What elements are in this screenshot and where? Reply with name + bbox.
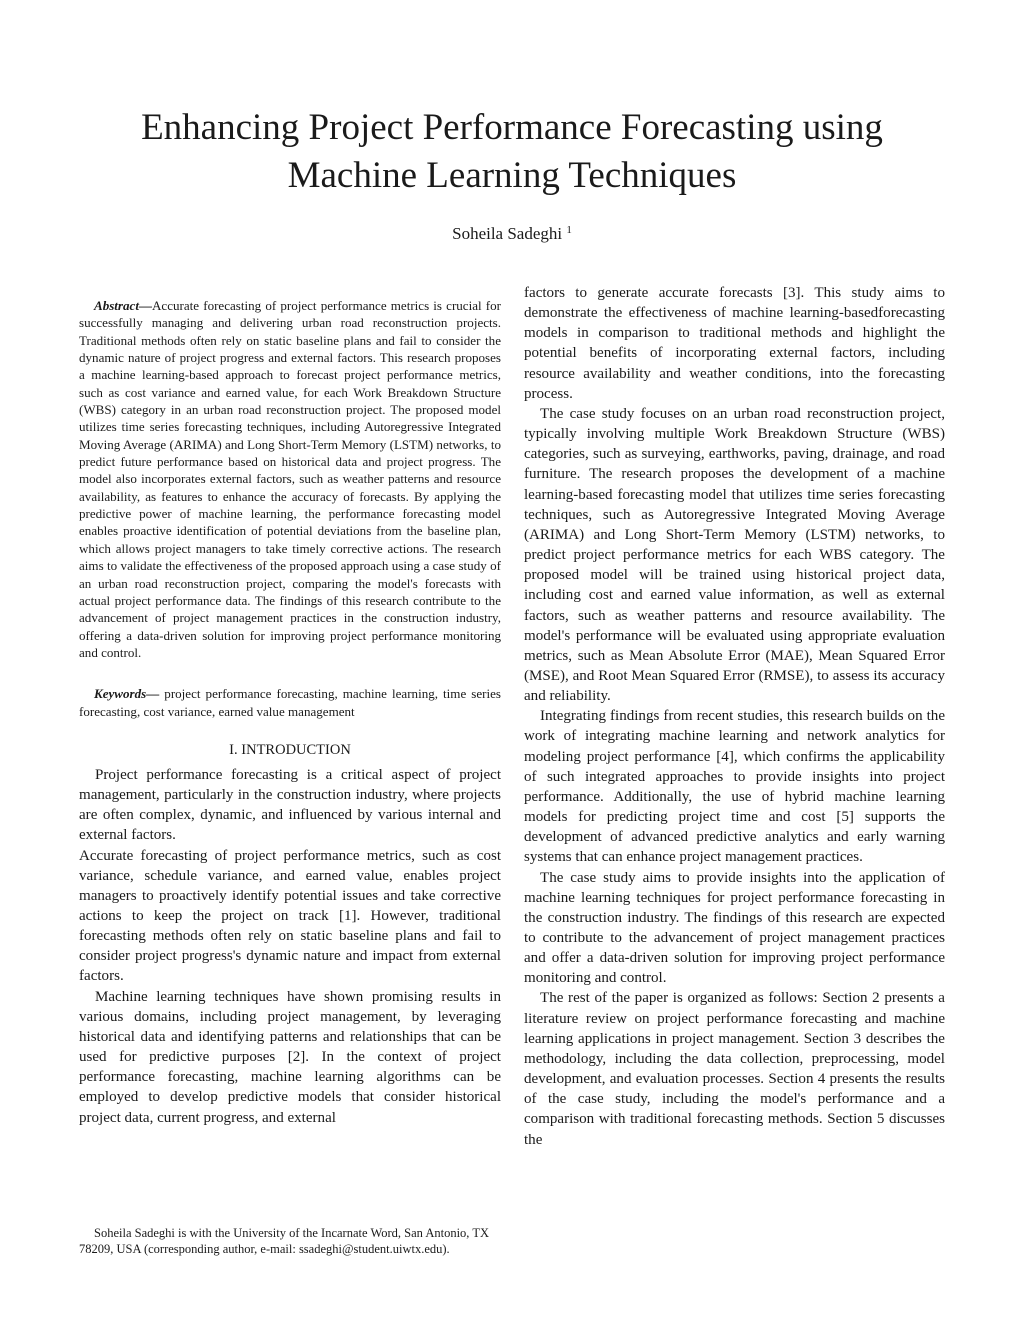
author-affiliation-mark: 1: [566, 224, 572, 236]
abstract-dash: —: [138, 298, 152, 313]
intro-paragraph-7: The case study aims to provide insights into the application of machine learning techniques for project performance forecasting in the construction industry. The findings of this research are expected to contribute to the advancement of project management practices and offer a data-driven solution for improving project performance monitoring and control.: [524, 869, 945, 987]
intro-paragraph-1: Project performance forecasting is a critical aspect of project management, particularly in the construction industry, where projects are often complex, dynamic, and influenced by various internal and external factors.: [79, 766, 501, 844]
intro-paragraph-5: The case study focuses on an urban road reconstruction project, typically involving multiple Work Breakdown Structure (WBS) categories, such as surveying, earthworks, paving, drainage, and road furniture. The research proposes the development of a machine learning-based forecasting model that utilizes time series forecasting techniques, such as Autoregressive Integrated Moving Average (ARIMA) and Long Short-Term Memory (LSTM) networks, to predict project performance metrics for each WBS category. The proposed model will be trained using historical project data, including cost and earned value information, as well as external factors, such as weather patterns and resource availability. The model's performance will be evaluated using appropriate evaluation metrics, such as Mean Absolute Error (MAE), Mean Squared Error (MSE), and Root Mean Squared Error (RMSE), to assess its accuracy and reliability.: [524, 405, 945, 705]
intro-paragraph-4: factors to generate accurate forecasts [3]. This study aims to demonstrate the effectiveness of machine learning-basedforecasting models in comparison to traditional methods and highlight the potential benefits of incorporating external factors, including resource availability and weather conditions, into the forecasting process.: [524, 285, 945, 402]
abstract-text: Accurate forecasting of project performance metrics is crucial for successfully managing and delivering urban road reconstruction projects. Traditional methods often rely on static baseline plans and fail to consider the dynamic nature of project progress and external factors. This research proposes a machine learning-based approach to forecast project performance metrics, such as cost variance and earned value, for each Work Breakdown Structure (WBS) category in an urban road reconstruction project. The proposed model utilizes time series forecasting techniques, including Autoregressive Integrated Moving Average (ARIMA) and Long Short-Term Memory (LSTM) networks, to predict future performance based on historical data and project progress. The model also incorporates external factors, such as weather patterns and resource availability, as features to enhance the accuracy of forecasts. By applying the predictive power of machine learning, the performance forecasting model enables proactive identification of potential deviations from the baseline plan, which allows project managers to take timely corrective actions. The research aims to validate the effectiveness of the proposed approach using a case study of an urban road reconstruction project, comparing the model's forecasts with actual project performance data. The findings of this research contribute to the advancement of project management practices in the construction industry, offering a data-driven solution for improving project performance monitoring and control.: [79, 298, 501, 660]
right-column: [524, 283, 945, 1150]
abstract: [79, 297, 501, 661]
section-title: INTRODUCTION: [241, 741, 351, 758]
title-line-2: Machine Learning Techniques: [287, 155, 737, 196]
intro-paragraph-3: Machine learning techniques have shown promising results in various domains, including project management, by leveraging historical data and identifying patterns and relationships that can be used for predictive purposes [2]. In the context of project performance forecasting, machine learning algorithms can be employed to develop predictive models that consider historical project data, current progress, and external: [79, 988, 501, 1126]
intro-paragraph-6: Integrating findings from recent studies, this research builds on the work of integrating machine learning and network analytics for modeling project performance [4], which confirms the applicability of such integrated approaches to provide insights into project performance. Additionally, the use of hybrid machine learning models for predicting project time and cost [5] supports the development of advanced predictive analytics and early warning systems that can enhance project management practices.: [524, 708, 945, 866]
keywords-dash: —: [146, 686, 160, 702]
paper-title: [60, 104, 964, 200]
left-column: [79, 297, 501, 1128]
keywords-text: project performance forecasting, machine learning, time series forecasting, cost variance, earned value management: [79, 686, 501, 719]
intro-paragraph-2: Accurate forecasting of project performance metrics, such as cost variance, schedule variance, and earned value, enables project managers to proactively identify potential issues and take corrective actions to keep the project on track [1]. However, traditional forecasting methods often rely on static baseline plans and fail to consider project progress's dynamic nature and impact from external factors.: [79, 847, 501, 985]
section-heading-introduction: [79, 741, 501, 759]
author-line: [0, 224, 1024, 244]
section-number: I.: [229, 741, 238, 758]
keywords-label: Keywords: [94, 686, 147, 702]
abstract-label: Abstract: [94, 298, 139, 313]
title-line-1: Enhancing Project Performance Forecasting using: [141, 107, 883, 148]
author-name: Soheila Sadeghi: [452, 224, 563, 243]
intro-paragraph-8: The rest of the paper is organized as follows: Section 2 presents a literature review on project performance forecasting and machine learning applications in project management. Section 3 describes the methodology, including the data collection, preprocessing, model development, and evaluation processes. Section 4 presents the results of the case study, including the model's performance and a comparison with traditional forecasting methods. Section 5 discusses the: [524, 990, 945, 1148]
author-footnote: Soheila Sadeghi is with the University of the Incarnate Word, San Antonio, TX 78209, USA (corresponding author, e-mail: ssadeghi@student.uiwtx.edu).: [79, 1225, 489, 1256]
keywords: [79, 685, 501, 720]
